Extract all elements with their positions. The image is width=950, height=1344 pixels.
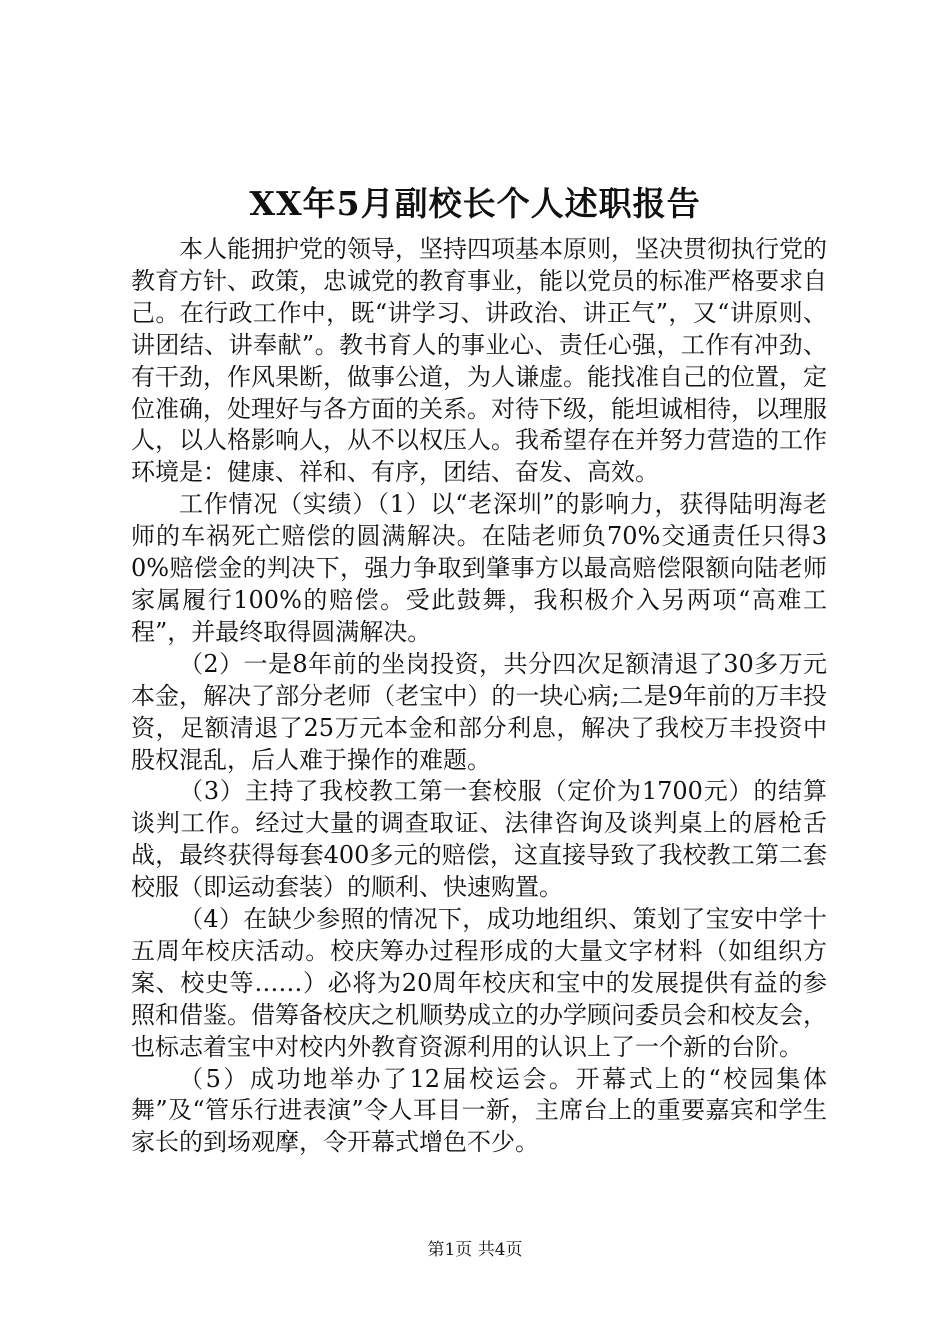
document-title: XX年5月副校长个人述职报告 xyxy=(249,184,701,223)
paragraph-achievement-4: （4）在缺少参照的情况下，成功地组织、策划了宝安中学十五周年校庆活动。校庆筹办过程形成的大量文字材料（如组织方案、校史等……）必将为20周年校庆和宝中的发展提供有益的参照和借鉴。借筹备校庆之机顺势成立的办学顾问委员会和校友会，也标志着宝中对校内外教育资源利用的认识上了一个新的台阶。 xyxy=(131,905,827,1061)
paragraph-achievement-2: （2）一是8年前的坐岗投资，共分四次足额清退了30多万元本金，解决了部分老师（老宝中）的一块心病;二是9年前的万丰投资，足额清退了25万元本金和部分利息，解决了我校万丰投资中股权混乱，后人难于操作的难题。 xyxy=(131,649,827,774)
paragraph-intro: 本人能拥护党的领导，坚持四项基本原则，坚决贯彻执行党的教育方针、政策，忠诚党的教育事业，能以党员的标准严格要求自己。在行政工作中，既“讲学习、讲政治、讲正气”，又“讲原则、讲团结、讲奉献”。教书育人的事业心、责任心强，工作有冲劲、有干劲，作风果断，做事公道，为人谦虚。能找准自己的位置，定位准确，处理好与各方面的关系。对待下级，能坦诚相待，以理服人，以人格影响人，从不以权压人。我希望存在并努力营造的工作环境是：健康、祥和、有序，团结、奋发、高效。 xyxy=(131,235,827,487)
paragraph-achievement-3: （3）主持了我校教工第一套校服（定价为1700元）的结算谈判工作。经过大量的调查取证、法律咨询及谈判桌上的唇枪舌战，最终获得每套400多元的赔偿，这直接导致了我校教工第二套校服（即运动套装）的顺利、快速购置。 xyxy=(131,777,827,902)
paragraph-achievement-1: 工作情况（实绩）（1）以“老深圳”的影响力，获得陆明海老师的车祸死亡赔偿的圆满解决。在陆老师负70%交通责任只得30%赔偿金的判决下，强力争取到肇事方以最高赔偿限额向陆老师家属履行100%的赔偿。受此鼓舞，我积极介入另两项“高难工程”，并最终取得圆满解决。 xyxy=(131,490,827,646)
page-number-footer: 第1页 共4页 xyxy=(427,1240,523,1260)
paragraph-achievement-5: （5）成功地举办了12届校运会。开幕式上的“校园集体舞”及“管乐行进表演”令人耳目一新，主席台上的重要嘉宾和学生家长的到场观摩，令开幕式增色不少。 xyxy=(131,1064,827,1157)
document-body xyxy=(131,234,827,1159)
